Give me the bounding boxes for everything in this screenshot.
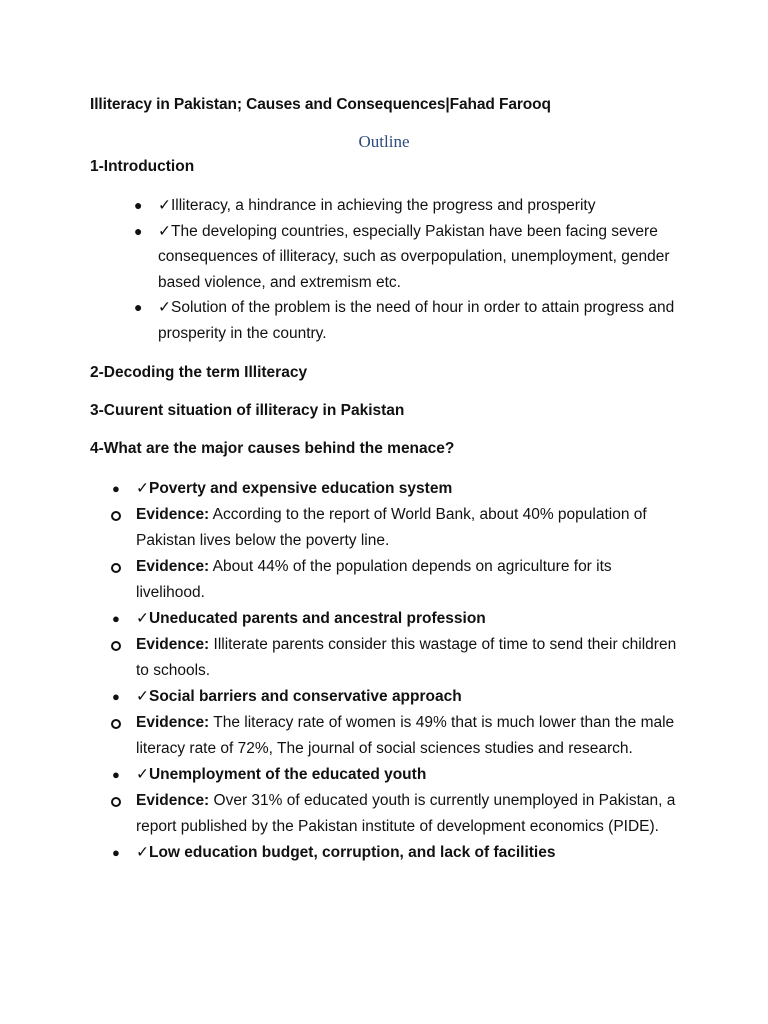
- ring-bullet-icon: [111, 563, 121, 573]
- cause-title: ✓Social barriers and conservative approach: [136, 688, 462, 705]
- cause-title: ✓Uneducated parents and ancestral profession: [136, 610, 486, 627]
- evidence-item: [0, 788, 768, 840]
- section-heading-introduction: 1-Introduction: [90, 158, 195, 175]
- evidence-label: Evidence:: [136, 714, 210, 731]
- evidence-item: [0, 502, 768, 554]
- bullet-icon: ●: [112, 767, 120, 782]
- intro-point-text: ✓The developing countries, especially Pakistan have been facing severe consequences of illiteracy, such as overpopulation, unemployment, gender based violence, and extremism etc.: [158, 222, 670, 291]
- cause-item: [0, 684, 768, 710]
- bullet-icon: ●: [134, 197, 143, 213]
- bullet-icon: ●: [112, 845, 120, 860]
- evidence-label: Evidence:: [136, 636, 210, 653]
- evidence-label: Evidence:: [136, 792, 210, 809]
- cause-item: [0, 476, 768, 502]
- evidence-text: The literacy rate of women is 49% that is much lower than the male literacy rate of 72%, The journal of social sciences studies and research.: [136, 714, 675, 757]
- cause-title: ✓Unemployment of the educated youth: [136, 766, 427, 783]
- bullet-icon: ●: [134, 299, 143, 315]
- bullet-icon: ●: [112, 611, 120, 626]
- cause-item: [0, 762, 768, 788]
- ring-bullet-icon: [111, 797, 121, 807]
- causes-list: [0, 476, 768, 866]
- ring-bullet-icon: [111, 719, 121, 729]
- section-heading-major-causes: 4-What are the major causes behind the menace?: [90, 440, 455, 457]
- cause-item: [0, 840, 768, 866]
- list-item: [0, 219, 768, 296]
- outline-heading: Outline: [358, 132, 410, 151]
- cause-title: ✓Low education budget, corruption, and lack of facilities: [136, 844, 556, 861]
- cause-item: [0, 606, 768, 632]
- cause-title: ✓Poverty and expensive education system: [136, 480, 453, 497]
- bullet-icon: ●: [134, 222, 143, 239]
- evidence-item: [0, 632, 768, 684]
- list-item: [0, 295, 768, 346]
- evidence-text: Over 31% of educated youth is currently unemployed in Pakistan, a report published by the Pakistan institute of development economics (PIDE).: [136, 792, 676, 835]
- evidence-text: About 44% of the population depends on agriculture for its livelihood.: [136, 558, 612, 601]
- evidence-label: Evidence:: [136, 506, 210, 523]
- intro-point-text: ✓Illiteracy, a hindrance in achieving the progress and prosperity: [158, 197, 596, 214]
- intro-point-text: ✓Solution of the problem is the need of hour in order to attain progress and prosperity in the country.: [158, 299, 675, 342]
- evidence-item: [0, 554, 768, 606]
- ring-bullet-icon: [111, 511, 121, 521]
- introduction-list: [0, 193, 768, 346]
- evidence-text: Illiterate parents consider this wastage of time to send their children to schools.: [136, 636, 677, 679]
- section-heading-current-situation: 3-Cuurent situation of illiteracy in Pakistan: [90, 402, 405, 419]
- ring-bullet-icon: [111, 641, 121, 651]
- bullet-icon: ●: [112, 689, 120, 704]
- evidence-item: [0, 710, 768, 762]
- section-heading-decoding: 2-Decoding the term Illiteracy: [90, 364, 308, 381]
- document-title: Illiteracy in Pakistan; Causes and Consequences|Fahad Farooq: [90, 96, 551, 113]
- evidence-text: According to the report of World Bank, about 40% population of Pakistan lives below the poverty line.: [136, 506, 647, 549]
- bullet-icon: ●: [112, 481, 120, 496]
- list-item: [0, 193, 768, 219]
- evidence-label: Evidence:: [136, 558, 210, 575]
